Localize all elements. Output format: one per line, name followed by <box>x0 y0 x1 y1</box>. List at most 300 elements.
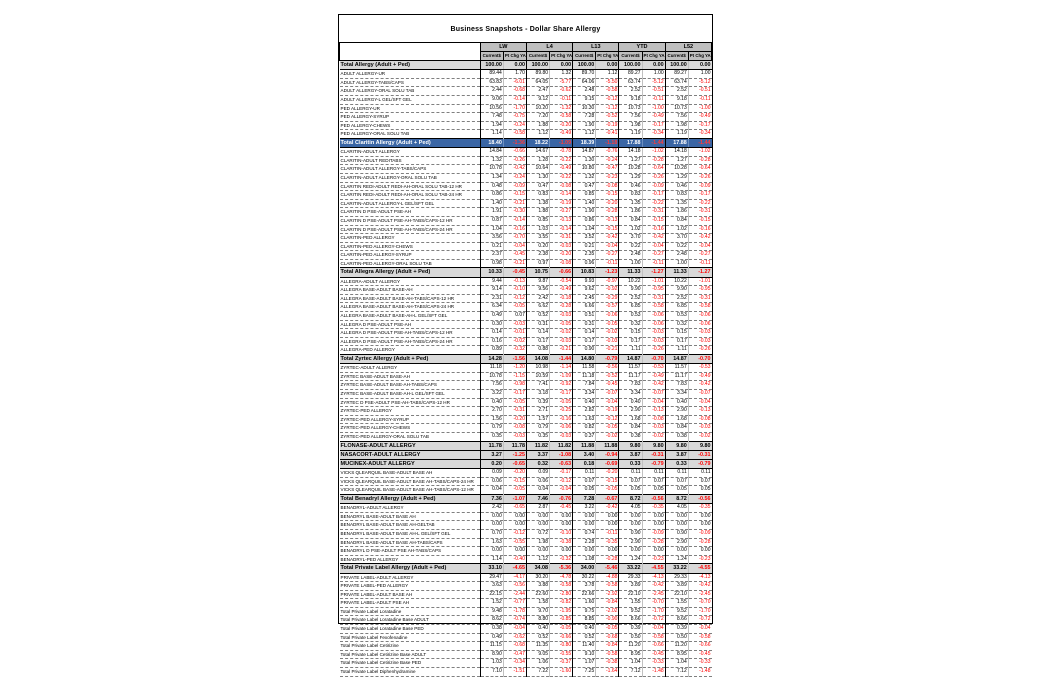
current-share-value: 0.84 <box>665 424 688 433</box>
pt-chg-ya-value: -0.11 <box>596 529 619 538</box>
current-share-value: 1.24 <box>665 555 688 564</box>
row-label: ZYRTEC BASE-ADULT BASE-AH <box>340 372 481 381</box>
pt-chg-ya-value: -0.09 <box>642 529 665 538</box>
current-share-value: 1.38 <box>526 199 549 208</box>
section-total-row <box>340 564 712 573</box>
pt-chg-ya-value: -0.11 <box>688 259 711 268</box>
pt-chg-ya-value: 0.00 <box>642 61 665 70</box>
row-label: CLARITIN D PSE-ADULT PSE-AH-TABS/CAPS-24 HR <box>340 225 481 234</box>
current-share-value: 7.41 <box>526 381 549 390</box>
pt-chg-ya-value: -0.58 <box>503 130 526 139</box>
pt-chg-ya-value: -0.17 <box>503 390 526 399</box>
pt-chg-ya-value: -0.23 <box>642 555 665 564</box>
pt-chg-ya-value: -0.76 <box>550 494 573 503</box>
pt-chg-ya-value: -0.21 <box>596 346 619 355</box>
table-row <box>340 381 712 390</box>
table-row <box>340 512 712 521</box>
current-share-value: 0.00 <box>480 547 503 556</box>
pt-chg-ya-value: -0.25 <box>550 407 573 416</box>
row-label: PED ALLERGY-ORAL SOLU TAB <box>340 130 481 139</box>
pt-chg-ya-value: -0.42 <box>688 381 711 390</box>
pt-chg-ya-value: -0.52 <box>596 113 619 122</box>
current-share-value: 14.87 <box>665 355 688 364</box>
current-share-value: 9.75 <box>573 607 596 616</box>
corner-header-cell <box>340 43 481 61</box>
pt-chg-ya-value: -0.49 <box>550 130 573 139</box>
current-share-value: 0.84 <box>665 216 688 225</box>
pt-chg-ya-value: -0.05 <box>503 303 526 312</box>
pt-chg-ya-value: -0.21 <box>503 199 526 208</box>
current-share-value: 7.20 <box>526 113 549 122</box>
current-share-value: 2.42 <box>480 504 503 513</box>
pt-chg-ya-value: -0.18 <box>550 294 573 303</box>
row-label: CLARITIN-PED ALLERGY-SYRUP <box>340 251 481 260</box>
current-share-value: 2.47 <box>526 87 549 96</box>
current-share-value: 1.03 <box>480 659 503 668</box>
current-share-value: 14.87 <box>619 355 642 364</box>
pt-chg-ya-value: -2.45 <box>688 590 711 599</box>
pt-chg-ya-value: -0.13 <box>503 277 526 286</box>
current-share-value: 0.00 <box>526 547 549 556</box>
pt-chg-ya-value: -0.05 <box>550 625 573 634</box>
pt-chg-ya-value: -1.48 <box>642 668 665 677</box>
table-row <box>340 372 712 381</box>
pt-chg-ya-value: -0.24 <box>503 173 526 182</box>
pt-chg-ya-value: -0.85 <box>550 616 573 625</box>
current-share-value: 0.00 <box>619 521 642 530</box>
current-share-value: 14.87 <box>573 148 596 157</box>
current-share-value: 10.30 <box>573 104 596 113</box>
current-share-value: 2.71 <box>526 407 549 416</box>
pt-chg-ya-value: -0.72 <box>642 616 665 625</box>
row-label: Total Private Label Loratadine Base PED <box>340 625 481 634</box>
dollar-share-table <box>339 42 712 677</box>
pt-chg-ya-value: -0.27 <box>688 251 711 260</box>
current-share-value: 3.18 <box>526 390 549 399</box>
current-share-value: 0.52 <box>526 633 549 642</box>
pt-chg-ya-value: -0.64 <box>688 165 711 174</box>
pt-chg-ya-value: -0.27 <box>550 208 573 217</box>
current-share-value: 1.52 <box>480 599 503 608</box>
current-share-value: 0.40 <box>526 625 549 634</box>
current-share-value: 0.70 <box>480 529 503 538</box>
pt-chg-ya-value: -2.92 <box>596 590 619 599</box>
pt-chg-ya-value: -1.48 <box>688 668 711 677</box>
pt-chg-ya-value: -0.42 <box>642 381 665 390</box>
section-total-row <box>340 459 712 468</box>
current-share-value: 9.05 <box>526 650 549 659</box>
pt-chg-ya-value: -0.07 <box>688 390 711 399</box>
row-label: CLARITIN REDI-ADULT REDI-AH-ORAL SOLU TAB-12 HR <box>340 182 481 191</box>
current-share-value: 0.86 <box>480 191 503 200</box>
pt-chg-ya-value: -1.15 <box>503 372 526 381</box>
pt-chg-ya-value: -0.42 <box>596 234 619 243</box>
pt-chg-ya-value: -5.12 <box>642 78 665 87</box>
current-share-value: 0.11 <box>665 469 688 478</box>
row-label: BENADRYL BASE-ADULT BASE AH-L GEL/SFT GEL <box>340 529 481 538</box>
pt-chg-ya-value: -0.17 <box>642 191 665 200</box>
current-share-value: 1.08 <box>573 555 596 564</box>
current-share-value: 1.19 <box>665 130 688 139</box>
pt-chg-ya-value: -0.38 <box>596 659 619 668</box>
pt-chg-ya-value: -0.75 <box>503 113 526 122</box>
pt-chg-ya-value: -1.51 <box>503 668 526 677</box>
table-row <box>340 95 712 104</box>
current-share-value: 0.15 <box>665 329 688 338</box>
current-share-value: 8.95 <box>665 650 688 659</box>
pt-chg-ya-value: -0.34 <box>503 659 526 668</box>
pt-chg-ya-value: -0.13 <box>596 216 619 225</box>
current-share-value: 1.30 <box>573 156 596 165</box>
row-label: Total Allergy (Adult + Ped) <box>340 61 481 70</box>
pt-chg-ya-value: -0.08 <box>642 415 665 424</box>
pt-chg-ya-value: -0.12 <box>596 95 619 104</box>
pt-chg-ya-value: -0.95 <box>642 286 665 295</box>
current-share-value: 3.40 <box>573 450 596 459</box>
current-share-value: 0.31 <box>573 320 596 329</box>
pt-chg-ya-value: -0.06 <box>642 312 665 321</box>
pt-chg-ya-value: -0.22 <box>642 199 665 208</box>
pt-chg-ya-value: -0.62 <box>550 87 573 96</box>
pt-chg-ya-value: 11.78 <box>503 441 526 450</box>
current-share-value: 3.89 <box>665 582 688 591</box>
pt-chg-ya-value: -0.11 <box>642 95 665 104</box>
section-total-row <box>340 450 712 459</box>
pt-chg-ya-value: -0.11 <box>688 95 711 104</box>
table-row <box>340 650 712 659</box>
current-share-value: 1.12 <box>526 130 549 139</box>
pt-chg-ya-value: -0.04 <box>688 625 711 634</box>
row-label: ZYRTEC D PSE-ADULT PSE-AH-TABS/CAPS-12 HR <box>340 398 481 407</box>
current-share-value: 6.62 <box>526 303 549 312</box>
current-share-value: 0.40 <box>619 398 642 407</box>
pt-chg-ya-value: -1.70 <box>688 607 711 616</box>
current-share-value: 18.39 <box>573 138 596 147</box>
current-share-value: 0.00 <box>480 521 503 530</box>
current-share-value: 7.46 <box>526 494 549 503</box>
current-share-value: 3.22 <box>480 390 503 399</box>
pt-chg-ya-value: -0.68 <box>503 87 526 96</box>
pt-chg-ya-value: -0.03 <box>642 329 665 338</box>
table-row <box>340 642 712 651</box>
current-share-value: 10.56 <box>480 104 503 113</box>
current-share-value: 8.72 <box>665 494 688 503</box>
current-share-value: 1.40 <box>573 199 596 208</box>
row-label: CLARITIN-ADULT ALLERGY-L GEL/SFT GEL <box>340 199 481 208</box>
current-share-value: 0.04 <box>480 486 503 495</box>
current-share-value: 9.93 <box>573 277 596 286</box>
current-share-value: 1.29 <box>665 173 688 182</box>
row-label: BENADRYL D PSE-ADULT PSE AH-TABS/CAPS <box>340 547 481 556</box>
pt-chg-ya-value: -0.14 <box>550 225 573 234</box>
current-share-value: 1.04 <box>619 659 642 668</box>
pt-chg-ya-value: 0.00 <box>596 512 619 521</box>
pt-chg-ya-value: -0.03 <box>688 329 711 338</box>
pt-chg-ya-value: -0.53 <box>688 364 711 373</box>
pt-chg-ya-value: -0.03 <box>642 337 665 346</box>
pt-chg-ya-value: -0.34 <box>642 130 665 139</box>
pt-chg-ya-value: -0.34 <box>688 130 711 139</box>
current-share-value: 1.27 <box>619 156 642 165</box>
current-share-value: 0.18 <box>573 459 596 468</box>
pt-chg-ya-value: -0.45 <box>503 251 526 260</box>
row-label: CLARITIN-PED ALLERGY-CHEWS <box>340 242 481 251</box>
pt-chg-ya-value: -1.23 <box>596 268 619 277</box>
table-row <box>340 242 712 251</box>
pt-chg-ya-value: -4.55 <box>642 564 665 573</box>
pt-chg-ya-value: -0.09 <box>688 182 711 191</box>
pt-chg-ya-value: -0.32 <box>550 555 573 564</box>
pt-chg-ya-value: -0.31 <box>688 208 711 217</box>
pt-chg-ya-value: -2.02 <box>596 607 619 616</box>
pt-chg-ya-value: 0.07 <box>642 477 665 486</box>
current-share-value: 9.87 <box>526 277 549 286</box>
row-label: ALLEGRA-ADULT ALLERGY <box>340 277 481 286</box>
current-share-value: 0.00 <box>665 547 688 556</box>
current-share-value: 0.20 <box>526 242 549 251</box>
current-share-value: 1.86 <box>665 208 688 217</box>
current-share-value: 14.84 <box>480 148 503 157</box>
pt-chg-ya-value: -5.77 <box>550 78 573 87</box>
current-share-value: 2.82 <box>573 407 596 416</box>
pt-chg-ya-value: -0.84 <box>596 642 619 651</box>
pt-chg-ya-value: -0.26 <box>642 173 665 182</box>
pt-chg-ya-value: -0.16 <box>688 225 711 234</box>
pt-chg-ya-value: -0.15 <box>596 477 619 486</box>
pt-chg-ya-value: -0.26 <box>503 156 526 165</box>
pt-chg-ya-value: 11.82 <box>550 441 573 450</box>
pt-chg-ya-value: -0.35 <box>596 538 619 547</box>
pt-chg-ya-value: 0.00 <box>688 521 711 530</box>
pt-chg-ya-value: -0.04 <box>642 398 665 407</box>
current-share-value: 1.07 <box>573 659 596 668</box>
pt-chg-ya-value: -0.23 <box>688 555 711 564</box>
row-label: ALLEGRA D PSE-ADULT PSE-AH-TABS/CAPS-12 HR <box>340 329 481 338</box>
pt-chg-ya-value: -0.05 <box>503 486 526 495</box>
current-share-value: 8.62 <box>480 616 503 625</box>
current-share-value: 9.15 <box>573 95 596 104</box>
current-share-value: 7.84 <box>573 381 596 390</box>
current-share-value: 2.52 <box>665 87 688 96</box>
current-share-value: 11.82 <box>526 441 549 450</box>
current-share-value: 2.90 <box>665 538 688 547</box>
pt-chg-ya-value: 0.00 <box>503 512 526 521</box>
table-row <box>340 191 712 200</box>
current-share-value: 17.88 <box>619 138 642 147</box>
row-label: CLARITIN-ADULT ALLERGY-ORAL SOLU TAB <box>340 173 481 182</box>
current-share-value: 10.78 <box>480 165 503 174</box>
current-share-value: 2.52 <box>665 294 688 303</box>
current-share-value: 1.90 <box>573 208 596 217</box>
row-label: ALLEGRA BASE-ADULT BASE-AH-TABS/CAPS-12 HR <box>340 294 481 303</box>
pt-chg-ya-value: -0.14 <box>550 191 573 200</box>
current-share-value: 6.66 <box>573 303 596 312</box>
row-label: NASACORT-ADULT ALLERGY <box>340 450 481 459</box>
row-label: ALLEGRA BASE-ADULT BASE-AH-L GEL/SFT GEL <box>340 312 481 321</box>
current-share-header: Current$ <box>526 52 549 61</box>
row-label: Total Private Label Diphenhydramine <box>340 668 481 677</box>
current-share-value: 2.38 <box>526 251 549 260</box>
current-share-value: 7.83 <box>619 381 642 390</box>
pt-chg-ya-value: -0.01 <box>503 329 526 338</box>
highlight-section-row <box>340 138 712 147</box>
pt-chg-ya-value: -0.05 <box>596 320 619 329</box>
pt-chg-ya-value: 1.32 <box>550 70 573 79</box>
current-share-value: 22.60 <box>526 590 549 599</box>
pt-chg-ya-value: -1.07 <box>503 494 526 503</box>
current-share-value: 0.52 <box>526 312 549 321</box>
current-share-value: 2.52 <box>619 294 642 303</box>
pt-chg-ya-value: -0.26 <box>642 346 665 355</box>
pt-chg-ya-value: -0.68 <box>503 642 526 651</box>
pt-chg-ya-value: -0.21 <box>550 346 573 355</box>
section-total-row <box>340 61 712 70</box>
pt-chg-ya-value: -0.42 <box>503 165 526 174</box>
current-share-value: 10.64 <box>526 165 549 174</box>
pt-chg-ya-value: -0.03 <box>503 320 526 329</box>
current-share-value: 10.22 <box>665 277 688 286</box>
current-share-value: 0.49 <box>480 633 503 642</box>
pt-chg-ya-value: -0.90 <box>596 616 619 625</box>
current-share-value: 0.15 <box>619 329 642 338</box>
pt-chg-ya-value: -0.10 <box>503 286 526 295</box>
pt-chg-ya-value: -0.09 <box>688 529 711 538</box>
current-share-value: 9.06 <box>480 95 503 104</box>
current-share-value: 11.88 <box>573 441 596 450</box>
current-share-value: 2.48 <box>619 251 642 260</box>
current-share-value: 0.79 <box>526 424 549 433</box>
current-share-value: 0.05 <box>573 486 596 495</box>
pt-chg-ya-value: 0.00 <box>688 547 711 556</box>
current-share-value: 7.12 <box>619 668 642 677</box>
row-label: Total Private Label Cetirizine <box>340 642 481 651</box>
pt-chg-ya-value: -1.01 <box>642 277 665 286</box>
current-share-value: 11.78 <box>480 441 503 450</box>
current-share-header: Current$ <box>573 52 596 61</box>
table-row <box>340 625 712 634</box>
table-row <box>340 390 712 399</box>
current-share-value: 0.11 <box>573 469 596 478</box>
current-share-value: 10.83 <box>573 268 596 277</box>
row-label: ADULT ALLERGY-L GEL/SFT GEL <box>340 95 481 104</box>
current-share-value: 0.17 <box>526 337 549 346</box>
row-label: VICKS QLEARQUIL BASE-ADULT BASE AH-TABS/CAPS-24 HR <box>340 477 481 486</box>
row-label: ZYRTEC-PED ALLERGY-ORAL SOLU TAB <box>340 432 481 441</box>
current-share-value: 0.50 <box>665 633 688 642</box>
table-row <box>340 659 712 668</box>
pt-chg-ya-value: 1.70 <box>503 70 526 79</box>
pt-chg-ya-value: -0.02 <box>503 337 526 346</box>
current-share-value: 3.22 <box>573 504 596 513</box>
pt-chg-ya-value: -0.04 <box>642 625 665 634</box>
current-share-value: 6.85 <box>665 303 688 312</box>
row-label: Total Claritin Allergy (Adult + Ped) <box>340 138 481 147</box>
pt-chg-ya-value: -0.20 <box>503 415 526 424</box>
table-row <box>340 538 712 547</box>
current-share-value: 0.74 <box>573 529 596 538</box>
pt-chg-ya-value: -0.13 <box>642 407 665 416</box>
current-share-value: 7.36 <box>480 494 503 503</box>
pt-chg-ya-value: -0.31 <box>688 294 711 303</box>
table-row <box>340 303 712 312</box>
pt-chg-ya-value: -0.95 <box>688 286 711 295</box>
pt-chg-ya-value: -0.28 <box>596 555 619 564</box>
current-share-value: 1.94 <box>480 121 503 130</box>
current-share-value: 0.52 <box>573 633 596 642</box>
pt-chg-ya-value: -0.03 <box>642 424 665 433</box>
pt-chg-ya-value: -0.02 <box>550 329 573 338</box>
current-share-value: 7.83 <box>665 381 688 390</box>
table-row <box>340 165 712 174</box>
current-share-value: 1.86 <box>619 208 642 217</box>
row-label: PED ALLERGY-UR <box>340 104 481 113</box>
pt-chg-ya-value: -0.04 <box>503 242 526 251</box>
pt-chg-ya-value: -0.19 <box>596 407 619 416</box>
pt-chg-ya-value: -1.14 <box>550 364 573 373</box>
row-label: VICKS QLEARQUIL BASE-ADULT BASE AH-TABS/CAPS-12 HR <box>340 486 481 495</box>
pt-chg-ya-value: -1.12 <box>596 104 619 113</box>
row-label: FLONASE-ADULT ALLERGY <box>340 441 481 450</box>
table-row <box>340 173 712 182</box>
current-share-value: 9.70 <box>526 607 549 616</box>
row-label: ZYRTEC-PED ALLERGY-SYRUP <box>340 415 481 424</box>
pt-chg-ya-value: -0.14 <box>503 216 526 225</box>
pt-chg-ya-value: -0.45 <box>688 650 711 659</box>
current-share-value: 0.04 <box>526 486 549 495</box>
current-share-value: 0.17 <box>619 337 642 346</box>
pt-chg-ya-value: 0.00 <box>550 521 573 530</box>
pt-chg-ya-value: -4.88 <box>596 573 619 582</box>
pt-chg-ya-value: -0.92 <box>596 286 619 295</box>
pt-chg-ya-value: -0.28 <box>688 538 711 547</box>
pt-chg-ya-value: -0.05 <box>550 320 573 329</box>
pt-chg-ya-value: -0.03 <box>688 424 711 433</box>
pt-chg-ya-value: -0.78 <box>550 148 573 157</box>
pt-chg-ya-value: -0.28 <box>642 538 665 547</box>
current-share-value: 0.90 <box>619 529 642 538</box>
pt-chg-ya-value: -0.11 <box>550 95 573 104</box>
pt-chg-ya-value: -0.08 <box>550 182 573 191</box>
current-share-value: 4.05 <box>619 504 642 513</box>
current-share-value: 11.33 <box>665 268 688 277</box>
table-row <box>340 208 712 217</box>
table-row <box>340 294 712 303</box>
pt-chg-ya-value: -0.03 <box>550 337 573 346</box>
pt-chg-ya-value: 0.00 <box>550 547 573 556</box>
current-share-value: 34.00 <box>573 564 596 573</box>
table-row <box>340 329 712 338</box>
current-share-value: 0.06 <box>526 477 549 486</box>
pt-chg-ya-value: -1.00 <box>688 104 711 113</box>
pt-chg-ya-value: -1.78 <box>503 607 526 616</box>
current-share-value: 0.38 <box>665 432 688 441</box>
table-row <box>340 286 712 295</box>
current-share-value: 9.80 <box>665 441 688 450</box>
current-share-value: 0.72 <box>526 529 549 538</box>
table-row <box>340 407 712 416</box>
table-row <box>340 87 712 96</box>
current-share-value: 0.00 <box>480 512 503 521</box>
pt-chg-ya-value: -0.58 <box>550 582 573 591</box>
pt-chg-ya-value: -1.64 <box>596 668 619 677</box>
current-share-value: 2.48 <box>573 87 596 96</box>
current-share-value: 3.87 <box>665 450 688 459</box>
current-share-value: 3.34 <box>619 390 642 399</box>
current-share-value: 9.52 <box>665 607 688 616</box>
current-share-value: 0.33 <box>665 459 688 468</box>
pt-chg-ya-value: -0.03 <box>688 337 711 346</box>
current-share-value: 10.73 <box>665 104 688 113</box>
